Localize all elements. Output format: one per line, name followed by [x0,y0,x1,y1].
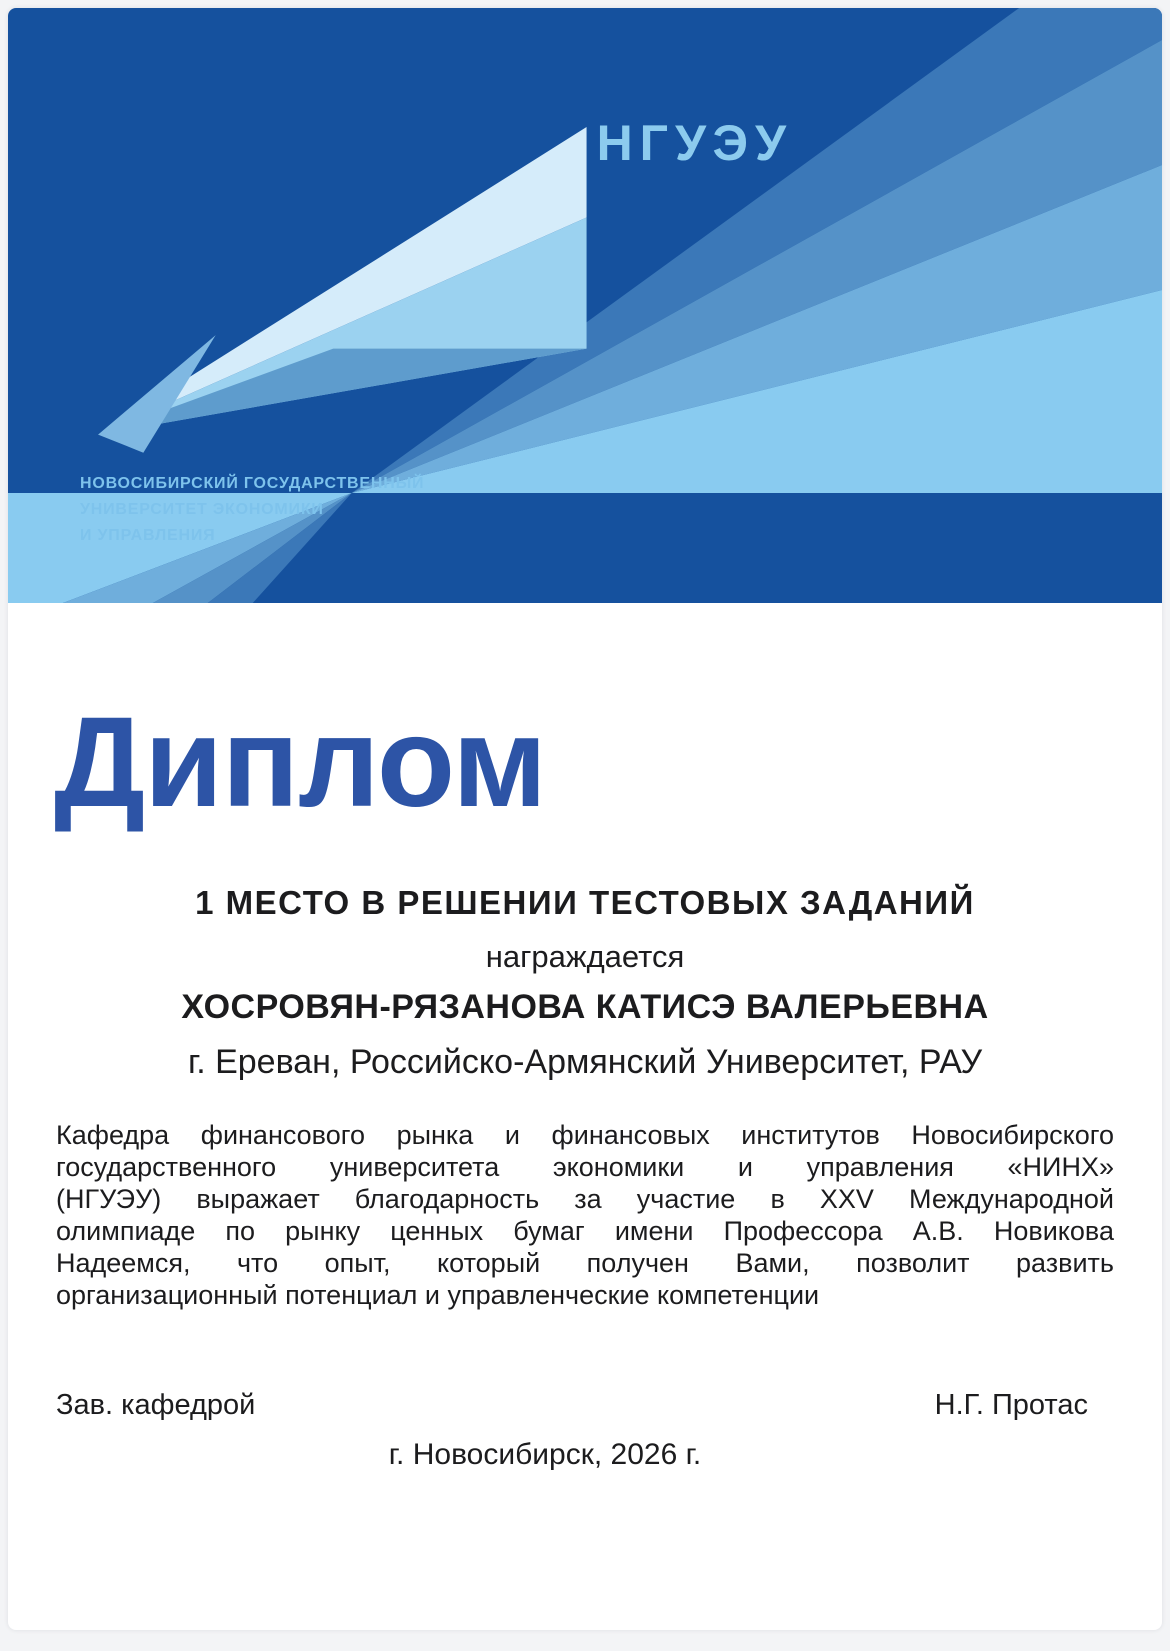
org-line: И УПРАВЛЕНИЯ [80,526,216,544]
body-paragraph [56,1119,1114,1311]
logo-triangle-icon [80,118,587,462]
para-line: Кафедра финансового рынка и финансовых институтов Новосибирского [56,1120,1114,1150]
para-line: олимпиаде по рынку ценных бумаг имени Профессора А.В. Новикова [56,1216,1114,1246]
signature-position: Зав. кафедрой [56,1389,256,1421]
para-line: организационный потенциал и управленческие компетенции [56,1280,820,1310]
university-logo [80,115,794,549]
para-line: Надеемся, что опыт, который получен Вами, позволит развить [56,1248,1114,1278]
certificate-page [8,8,1162,1630]
org-name [80,471,587,549]
logo-wordmark: НГУЭУ [596,115,794,171]
org-line: НОВОСИБИРСКИЙ ГОСУДАРСТВЕННЫЙ [80,474,425,492]
signature-row [56,1387,1114,1423]
org-line: УНИВЕРСИТЕТ ЭКОНОМИКИ [80,500,324,518]
award-title: 1 МЕСТО В РЕШЕНИИ ТЕСТОВЫХ ЗАДАНИЙ [195,884,975,921]
page-title: Диплом [54,691,546,834]
signature-name: Н.Г. Протас [934,1389,1088,1421]
para-line: государственного университета экономики и управления «НИНХ» [56,1152,1114,1182]
header-banner [8,8,1162,603]
recipient-affiliation: г. Ереван, Российско-Армянский Университет, РАУ [187,1043,983,1081]
place-date: г. Новосибирск, 2026 г. [388,1438,702,1471]
recipient-name: ХОСРОВЯН-РЯЗАНОВА КАТИСЭ ВАЛЕРЬЕВНА [181,988,989,1026]
awarded-label: награждается [485,939,685,974]
para-line: (НГУЭУ) выражает благодарность за участие в XXV Международной [56,1184,1114,1214]
